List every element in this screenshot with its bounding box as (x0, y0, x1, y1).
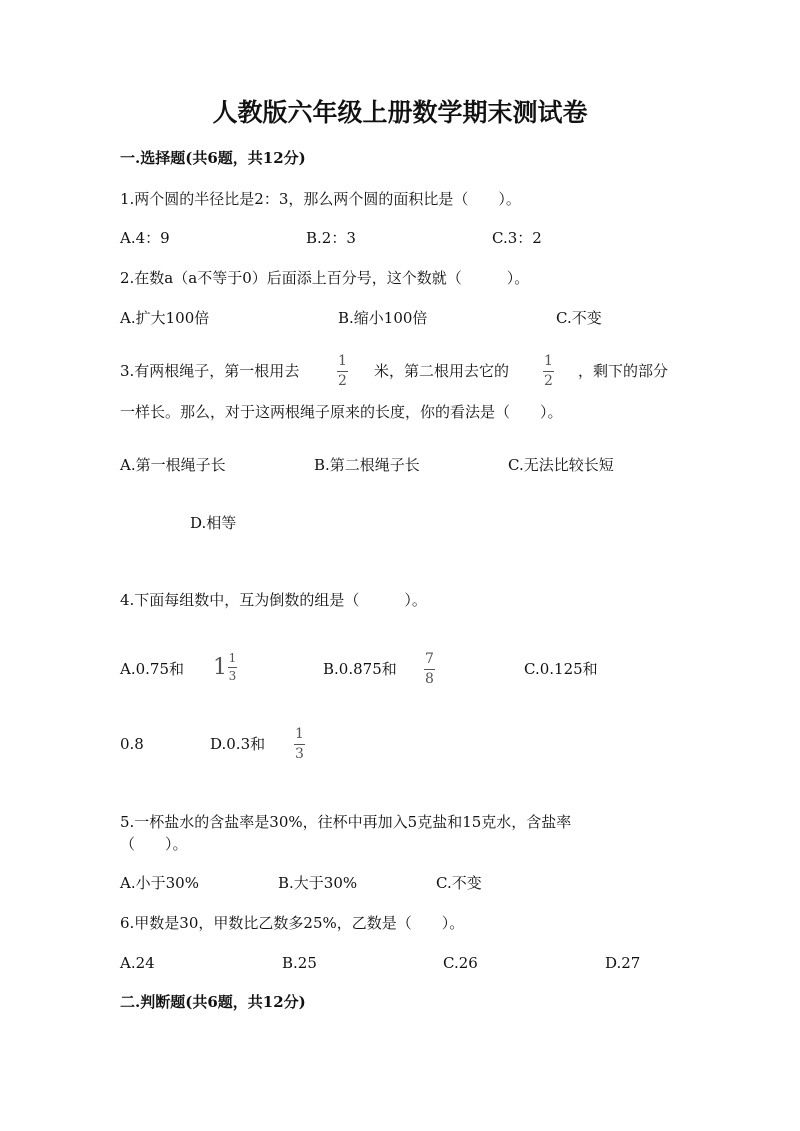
fraction-numerator: 1 (228, 651, 237, 665)
fraction-one-third (294, 727, 305, 762)
q1-option-b[interactable]: B.2：3 (306, 229, 356, 247)
fraction-numerator: 1 (544, 353, 553, 369)
q5-option-a[interactable]: A.小于30% (120, 874, 199, 892)
question-3-stem-part2: 米，第二根用去它的 (374, 362, 510, 380)
question-6-stem: 6.甲数是30，甲数比乙数多25%，乙数是（ ）。 (120, 914, 465, 932)
q4-option-b[interactable]: B.0.875和 (323, 660, 397, 678)
q4-option-c-continued: 0.8 (120, 735, 144, 753)
section-heading-choice: 一.选择题(共6题，共12分) (120, 149, 306, 167)
q4-option-a[interactable]: A.0.75和 (120, 660, 184, 678)
fraction-one-third (228, 652, 237, 683)
q6-option-d[interactable]: D.27 (605, 954, 641, 972)
q3-option-a[interactable]: A.第一根绳子长 (120, 456, 226, 474)
page-title: 人教版六年级上册数学期末测试卷 (212, 98, 588, 127)
q5-option-c[interactable]: C.不变 (436, 874, 482, 892)
q2-option-a[interactable]: A.扩大100倍 (120, 309, 210, 327)
fraction-numerator: 1 (295, 726, 304, 742)
question-2-stem: 2.在数a（a不等于0）后面添上百分号，这个数就（ ）。 (120, 269, 530, 287)
mixed-number-one-and-one-third (213, 652, 237, 683)
q4-option-c[interactable]: C.0.125和 (524, 660, 598, 678)
fraction-bar (294, 744, 305, 745)
mixed-number-whole: 1 (213, 655, 227, 680)
fraction-denominator: 3 (295, 746, 304, 762)
q3-option-c[interactable]: C.无法比较长短 (508, 456, 614, 474)
question-3-stem-part3: ，剩下的部分 (578, 362, 669, 380)
question-1-stem: 1.两个圆的半径比是2：3，那么两个圆的面积比是（ ）。 (120, 190, 521, 208)
q2-option-c[interactable]: C.不变 (556, 309, 602, 327)
q1-option-c[interactable]: C.3：2 (492, 229, 542, 247)
fraction-numerator: 7 (425, 651, 434, 667)
question-3-stem-part1: 3.有两根绳子，第一根用去 (120, 362, 300, 380)
fraction-denominator: 2 (338, 373, 347, 389)
question-3-stem-line2: 一样长。那么，对于这两根绳子原来的长度，你的看法是（ ）。 (120, 403, 563, 421)
section-heading-true-false: 二.判断题(共6题，共12分) (120, 993, 306, 1011)
fraction-one-half (543, 354, 554, 389)
fraction-bar (424, 669, 435, 670)
fraction-bar (228, 667, 237, 668)
q2-option-b[interactable]: B.缩小100倍 (338, 309, 428, 327)
q4-option-d[interactable]: D.0.3和 (210, 735, 266, 753)
q6-option-b[interactable]: B.25 (282, 954, 317, 972)
q1-option-a[interactable]: A.4：9 (120, 229, 170, 247)
fraction-denominator: 2 (544, 373, 553, 389)
q6-option-c[interactable]: C.26 (443, 954, 478, 972)
q5-option-b[interactable]: B.大于30% (278, 874, 358, 892)
q3-option-b[interactable]: B.第二根绳子长 (314, 456, 420, 474)
q3-option-d[interactable]: D.相等 (190, 514, 237, 532)
question-5-stem: 5.一杯盐水的含盐率是30%，往杯中再加入5克盐和15克水，含盐率 (120, 813, 572, 831)
fraction-denominator: 8 (425, 671, 434, 687)
fraction-bar (337, 371, 348, 372)
question-4-stem: 4.下面每组数中，互为倒数的组是（ ）。 (120, 591, 427, 609)
question-5-stem-line2: （ ）。 (120, 835, 188, 853)
fraction-one-half (337, 354, 348, 389)
q6-option-a[interactable]: A.24 (120, 954, 155, 972)
fraction-numerator: 1 (338, 353, 347, 369)
fraction-denominator: 3 (228, 669, 237, 683)
fraction-seven-eighths (424, 652, 435, 687)
fraction-bar (543, 371, 554, 372)
